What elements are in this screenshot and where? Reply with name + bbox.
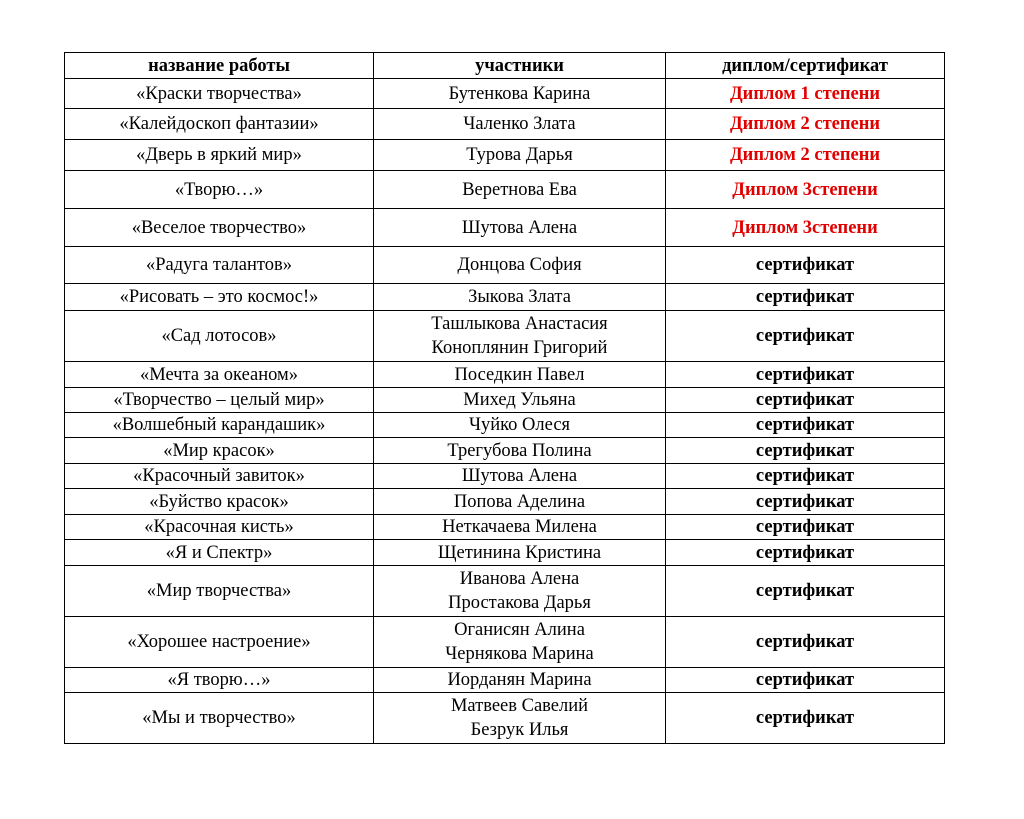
header-title: название работы xyxy=(65,53,374,79)
participants-cell xyxy=(374,284,666,311)
table-row xyxy=(65,438,945,464)
diploma-cell: Диплом 3степени xyxy=(666,171,945,209)
work-title-cell: «Я и Спектр» xyxy=(65,540,374,566)
certificate-cell: сертификат xyxy=(666,617,945,668)
work-title-cell: «Красочная кисть» xyxy=(65,515,374,540)
diploma-cell: Диплом 3степени xyxy=(666,209,945,247)
work-title-cell: «Мечта за океаном» xyxy=(65,362,374,388)
diploma-cell: Диплом 1 степени xyxy=(666,79,945,109)
work-title-cell: «Дверь в яркий мир» xyxy=(65,140,374,171)
participant-name: Шутова Алена xyxy=(461,466,578,486)
certificate-cell: сертификат xyxy=(666,693,945,744)
table-row xyxy=(65,311,945,362)
certificate-cell: сертификат xyxy=(666,489,945,515)
work-title-cell: «Мир творчества» xyxy=(65,566,374,617)
table-row xyxy=(65,515,945,540)
work-title-cell: «Калейдоскоп фантазии» xyxy=(65,109,374,140)
table-row xyxy=(65,668,945,693)
participant-name: Попова Аделина xyxy=(453,491,586,512)
participants-cell xyxy=(374,566,666,617)
participants-cell xyxy=(374,247,666,284)
work-title-cell: «Я творю…» xyxy=(65,668,374,693)
certificate-cell: сертификат xyxy=(666,247,945,284)
certificate-cell: сертификат xyxy=(666,311,945,362)
certificate-cell: сертификат xyxy=(666,668,945,693)
header-participants: участники xyxy=(374,53,666,79)
certificate-cell: сертификат xyxy=(666,362,945,388)
certificate-cell: сертификат xyxy=(666,438,945,464)
work-title-cell: «Творю…» xyxy=(65,171,374,209)
work-title-cell: «Творчество – целый мир» xyxy=(65,388,374,413)
work-title-cell: «Хорошее настроение» xyxy=(65,617,374,668)
participant-name: Чуйко Олеся xyxy=(468,415,571,435)
participant-name: Иорданян Марина xyxy=(447,670,592,690)
participant-name: Трегубова Полина xyxy=(447,440,592,461)
participant-name: Веретнова Ева xyxy=(462,179,577,200)
participants-cell xyxy=(374,209,666,247)
table-row xyxy=(65,140,945,171)
table-row xyxy=(65,284,945,311)
participant-name: Зыкова Злата xyxy=(468,287,571,307)
participants-cell xyxy=(374,362,666,388)
header-row xyxy=(65,53,945,79)
work-title-cell: «Краски творчества» xyxy=(65,79,374,109)
work-title-cell: «Мир красок» xyxy=(65,438,374,464)
work-title-cell: «Веселое творчество» xyxy=(65,209,374,247)
participant-name: Поседкин Павел xyxy=(454,364,585,385)
table-row xyxy=(65,247,945,284)
work-title-cell: «Рисовать – это космос!» xyxy=(65,284,374,311)
participants-cell xyxy=(374,489,666,515)
certificate-cell: сертификат xyxy=(666,566,945,617)
participant-name: Неткачаева Милена xyxy=(442,517,597,537)
participant-name: Простакова Дарья xyxy=(448,593,591,613)
participant-name: Чернякова Марина xyxy=(445,644,594,664)
header-award: диплом/сертификат xyxy=(666,53,945,79)
participant-name: Ташлыкова Анастасия xyxy=(431,314,608,334)
participants-cell xyxy=(374,311,666,362)
table-row xyxy=(65,79,945,109)
certificate-cell: сертификат xyxy=(666,515,945,540)
participants-cell xyxy=(374,540,666,566)
table-row xyxy=(65,388,945,413)
work-title-cell: «Красочный завиток» xyxy=(65,464,374,489)
participant-name: Турова Дарья xyxy=(466,145,573,165)
participants-cell xyxy=(374,668,666,693)
participants-cell xyxy=(374,464,666,489)
participants-cell xyxy=(374,515,666,540)
work-title-cell: «Сад лотосов» xyxy=(65,311,374,362)
certificate-cell: сертификат xyxy=(666,413,945,438)
participant-name: Михед Ульяна xyxy=(463,390,576,410)
participant-name: Оганисян Алина xyxy=(454,620,585,640)
diploma-cell: Диплом 2 степени xyxy=(666,140,945,171)
table-row xyxy=(65,540,945,566)
participant-name: Донцова София xyxy=(457,255,582,275)
participants-cell xyxy=(374,413,666,438)
certificate-cell: сертификат xyxy=(666,284,945,311)
participants-cell xyxy=(374,109,666,140)
work-title-cell: «Волшебный карандашик» xyxy=(65,413,374,438)
table-row xyxy=(65,209,945,247)
certificate-cell: сертификат xyxy=(666,540,945,566)
participants-cell xyxy=(374,140,666,171)
work-title-cell: «Мы и творчество» xyxy=(65,693,374,744)
table-row xyxy=(65,464,945,489)
participants-cell xyxy=(374,171,666,209)
participant-name: Шутова Алена xyxy=(461,217,578,238)
participants-cell xyxy=(374,693,666,744)
participants-cell xyxy=(374,79,666,109)
table-row xyxy=(65,566,945,617)
certificate-cell: сертификат xyxy=(666,464,945,489)
work-title-cell: «Радуга талантов» xyxy=(65,247,374,284)
table-row xyxy=(65,362,945,388)
participant-name: Щетинина Кристина xyxy=(437,542,602,563)
participant-name: Бутенкова Карина xyxy=(448,83,591,104)
table-row xyxy=(65,413,945,438)
participant-name: Чаленко Злата xyxy=(463,114,576,134)
table-row xyxy=(65,489,945,515)
participant-name: Коноплянин Григорий xyxy=(431,338,608,358)
participant-name: Безрук Илья xyxy=(470,720,569,740)
diploma-cell: Диплом 2 степени xyxy=(666,109,945,140)
work-title-cell: «Буйство красок» xyxy=(65,489,374,515)
participant-name: Матвеев Савелий xyxy=(450,696,589,716)
table-row xyxy=(65,171,945,209)
table-body xyxy=(65,79,945,744)
participants-cell xyxy=(374,438,666,464)
results-table xyxy=(64,52,945,744)
table-row xyxy=(65,693,945,744)
participant-name: Иванова Алена xyxy=(459,569,580,589)
participants-cell xyxy=(374,617,666,668)
table-row xyxy=(65,617,945,668)
table-row xyxy=(65,109,945,140)
certificate-cell: сертификат xyxy=(666,388,945,413)
participants-cell xyxy=(374,388,666,413)
